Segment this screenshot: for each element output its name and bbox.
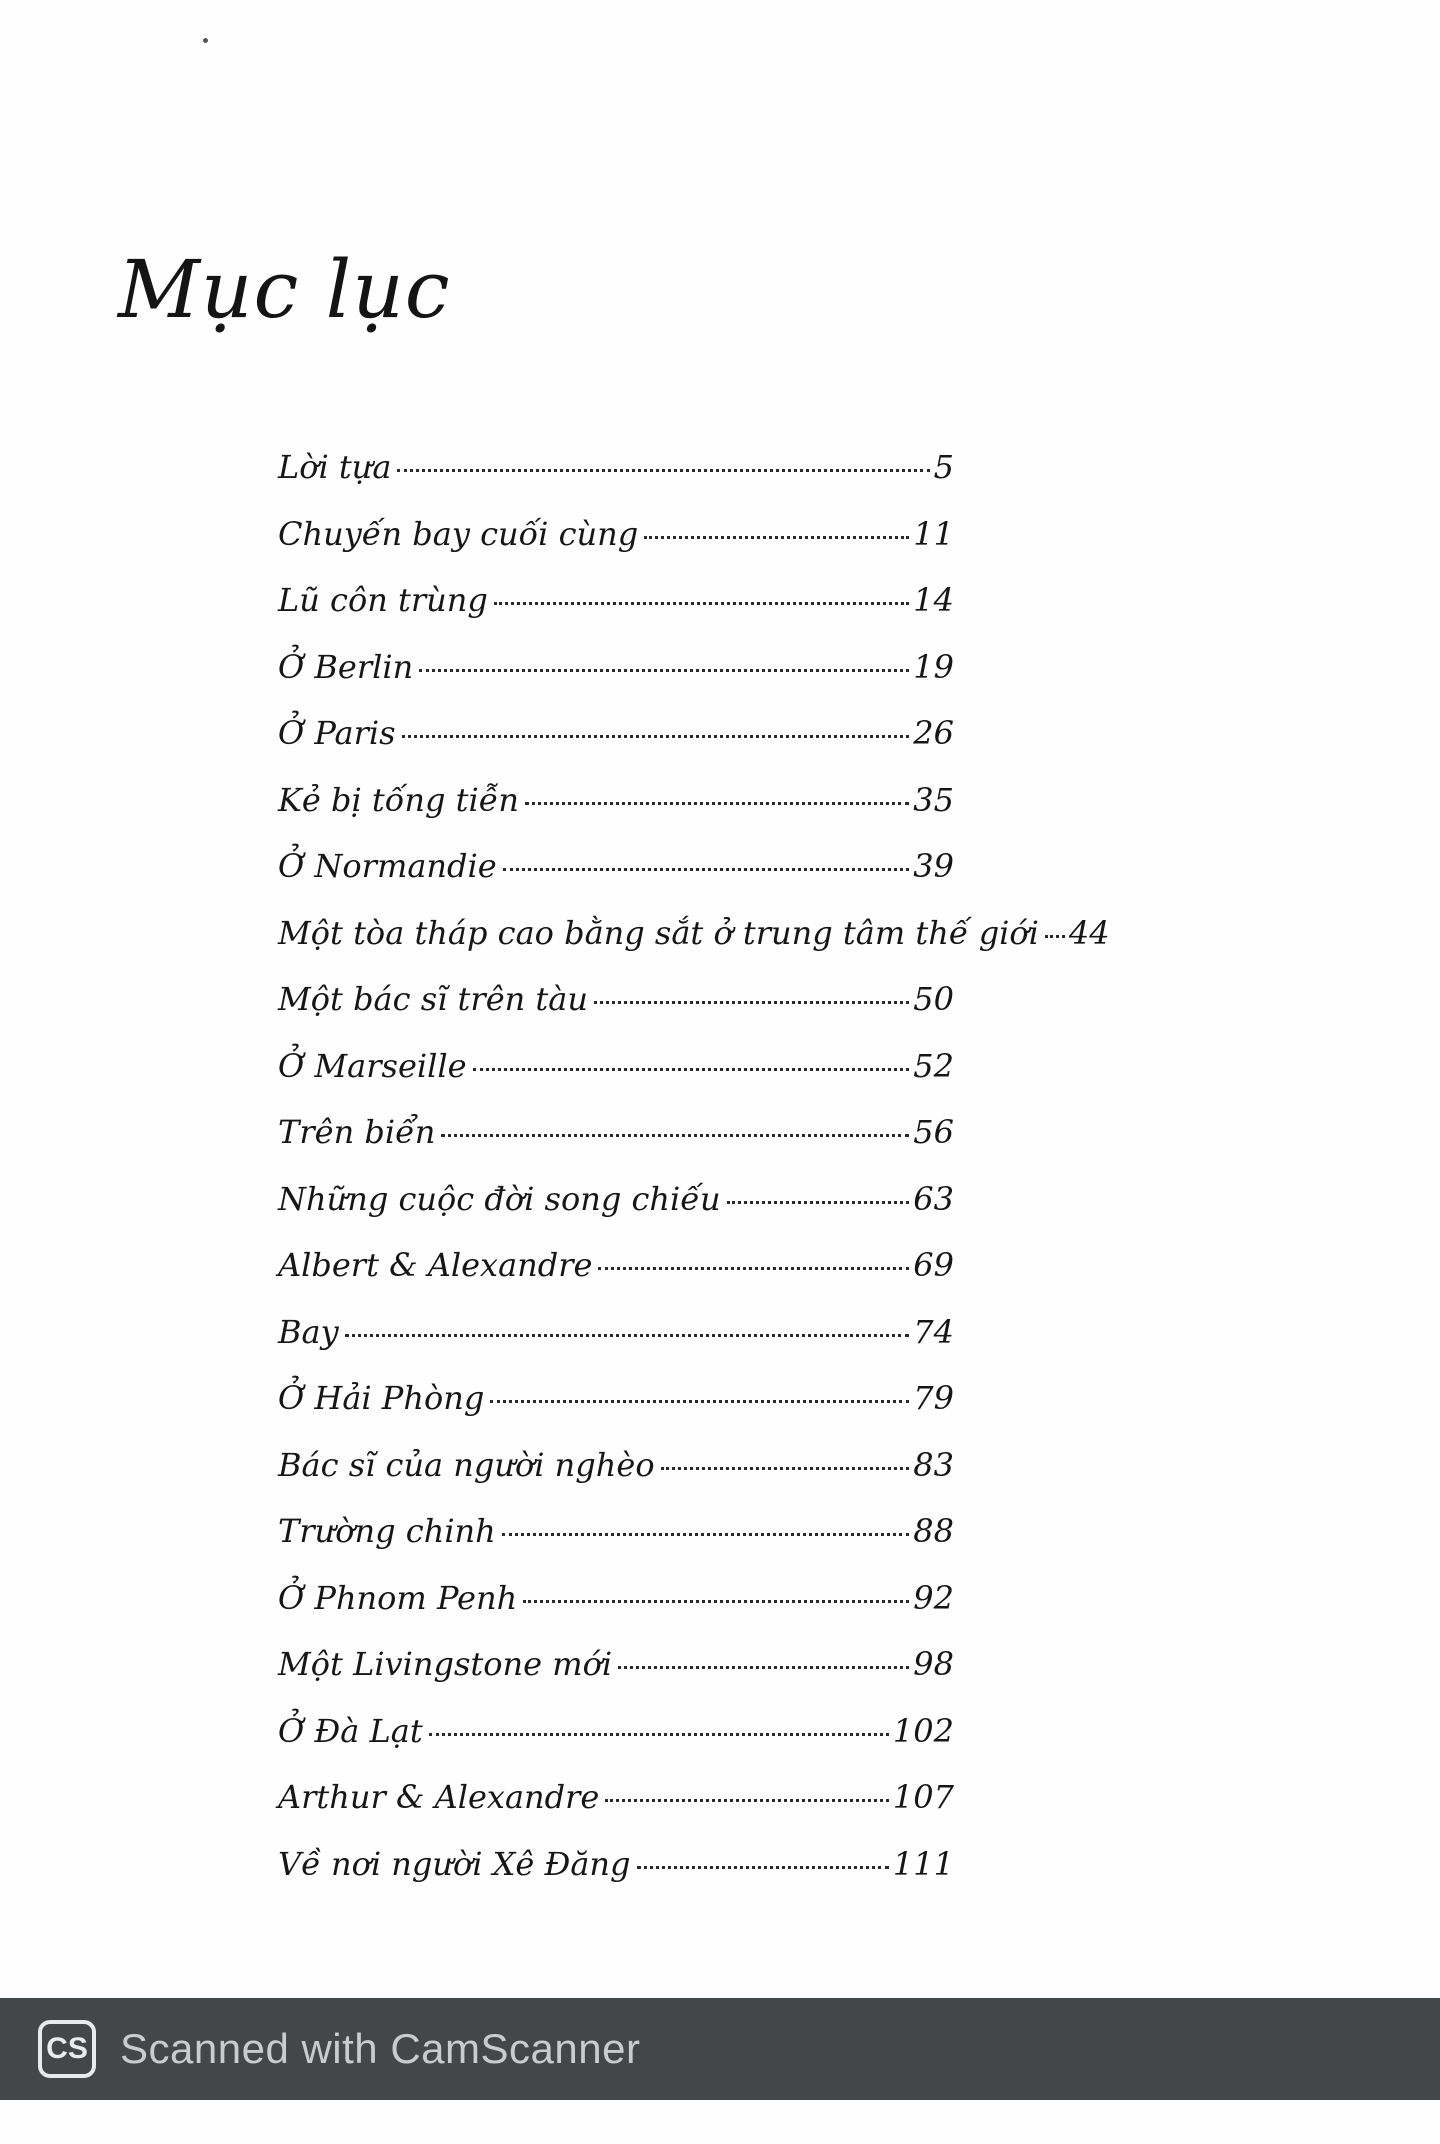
toc-dotted-leader [644, 536, 909, 539]
toc-dotted-leader [1045, 935, 1065, 938]
toc-entry-page: 79 [913, 1379, 954, 1417]
toc-dotted-leader [594, 1001, 909, 1004]
toc-dotted-leader [490, 1400, 909, 1403]
toc-entry-page: 11 [913, 514, 954, 553]
toc-entry-label: Arthur & Alexandre [278, 1778, 600, 1816]
toc-row [278, 515, 954, 582]
toc-entry-label: Kẻ bị tống tiễn [278, 780, 519, 819]
camscanner-logo-icon: CS [38, 2020, 96, 2078]
toc-entry-page: 39 [913, 847, 954, 885]
toc-entry-label: Ở Paris [278, 714, 396, 752]
toc-row [278, 448, 954, 515]
toc-dotted-leader [523, 1600, 909, 1603]
toc-row [278, 648, 954, 715]
toc-row [278, 1313, 954, 1380]
toc-entry-page: 50 [913, 980, 954, 1018]
toc-row [278, 980, 954, 1047]
toc-row [278, 1712, 954, 1779]
toc-dotted-leader [473, 1068, 910, 1071]
toc-row [278, 1379, 954, 1446]
toc-dotted-leader [661, 1467, 910, 1470]
toc-entry-page: 52 [913, 1046, 954, 1085]
toc-dotted-leader [429, 1733, 889, 1736]
toc-entry-page: 26 [913, 714, 954, 752]
toc-dotted-leader [525, 802, 909, 805]
toc-row [278, 714, 954, 781]
scan-artifact-dot [202, 37, 208, 43]
toc-entry-label: Một tòa tháp cao bằng sắt ở trung tâm thế giới [278, 913, 1039, 952]
toc-entry-label: Trường chinh [278, 1512, 496, 1550]
toc-entry-label: Ở Normandie [278, 847, 497, 885]
toc-dotted-leader [494, 602, 909, 605]
toc-dotted-leader [402, 735, 910, 738]
toc-row [278, 1180, 954, 1247]
toc-entry-page: 83 [913, 1445, 954, 1484]
toc-entry-page: 98 [913, 1645, 954, 1683]
toc-entry-label: Ở Đà Lạt [278, 1711, 423, 1750]
toc-row [278, 1579, 954, 1646]
toc-entry-label: Trên biển [278, 1113, 436, 1151]
toc-row [278, 1845, 954, 1912]
toc-row [278, 1047, 954, 1114]
toc-list [278, 448, 1110, 1911]
toc-dotted-leader [618, 1666, 909, 1669]
toc-dotted-leader [441, 1134, 909, 1137]
toc-row [278, 913, 1110, 981]
toc-entry-page: 14 [913, 581, 954, 619]
toc-dotted-leader [598, 1267, 909, 1270]
toc-dotted-leader [419, 669, 909, 672]
toc-entry-label: Một bác sĩ trên tàu [278, 980, 588, 1018]
toc-entry-label: Lời tựa [278, 448, 392, 486]
toc-entry-label: Bay [278, 1312, 339, 1351]
toc-entry-page: 107 [892, 1778, 954, 1816]
toc-entry-page: 63 [913, 1179, 954, 1218]
toc-entry-page: 44 [1068, 913, 1110, 952]
toc-row [278, 847, 954, 914]
camscanner-watermark-text: Scanned with CamScanner [120, 2025, 641, 2072]
toc-entry-label: Ở Phnom Penh [278, 1578, 518, 1617]
toc-entry-label: Bác sĩ của người nghèo [278, 1445, 655, 1484]
toc-entry-page: 5 [933, 448, 954, 486]
toc-entry-label: Ở Berlin [278, 647, 414, 686]
toc-entry-label: Một Livingstone mới [278, 1645, 613, 1683]
toc-dotted-leader [397, 469, 929, 472]
toc-entry-page: 69 [913, 1246, 954, 1284]
toc-entry-page: 19 [913, 647, 954, 686]
toc-entry-label: Lũ côn trùng [278, 581, 488, 619]
toc-entry-page: 92 [913, 1578, 954, 1617]
toc-row [278, 581, 954, 648]
toc-row [278, 1645, 954, 1712]
toc-row [278, 1778, 954, 1845]
toc-entry-label: Về nơi người Xê Đăng [278, 1844, 631, 1883]
toc-row [278, 1246, 954, 1313]
page-title: Mục lục [118, 243, 451, 336]
toc-entry-label: Albert & Alexandre [278, 1246, 593, 1284]
toc-dotted-leader [503, 868, 910, 871]
toc-entry-page: 56 [913, 1113, 954, 1151]
toc-entry-page: 102 [892, 1711, 954, 1750]
toc-entry-page: 111 [892, 1844, 954, 1883]
toc-entry-page: 35 [913, 780, 954, 819]
toc-dotted-leader [605, 1799, 889, 1802]
toc-entry-label: Chuyến bay cuối cùng [278, 514, 639, 553]
camscanner-footer-bar [0, 1998, 1440, 2100]
toc-entry-page: 74 [913, 1312, 954, 1351]
toc-entry-label: Những cuộc đời song chiếu [278, 1179, 721, 1218]
toc-row [278, 1512, 954, 1579]
toc-row [278, 1113, 954, 1180]
toc-entry-page: 88 [913, 1512, 954, 1550]
toc-dotted-leader [502, 1533, 910, 1536]
toc-entry-label: Ở Hải Phòng [278, 1379, 485, 1417]
toc-row [278, 1446, 954, 1513]
toc-dotted-leader [637, 1866, 889, 1869]
toc-entry-label: Ở Marseille [278, 1046, 467, 1085]
toc-dotted-leader [345, 1334, 910, 1337]
toc-dotted-leader [727, 1201, 910, 1204]
toc-row [278, 781, 954, 848]
